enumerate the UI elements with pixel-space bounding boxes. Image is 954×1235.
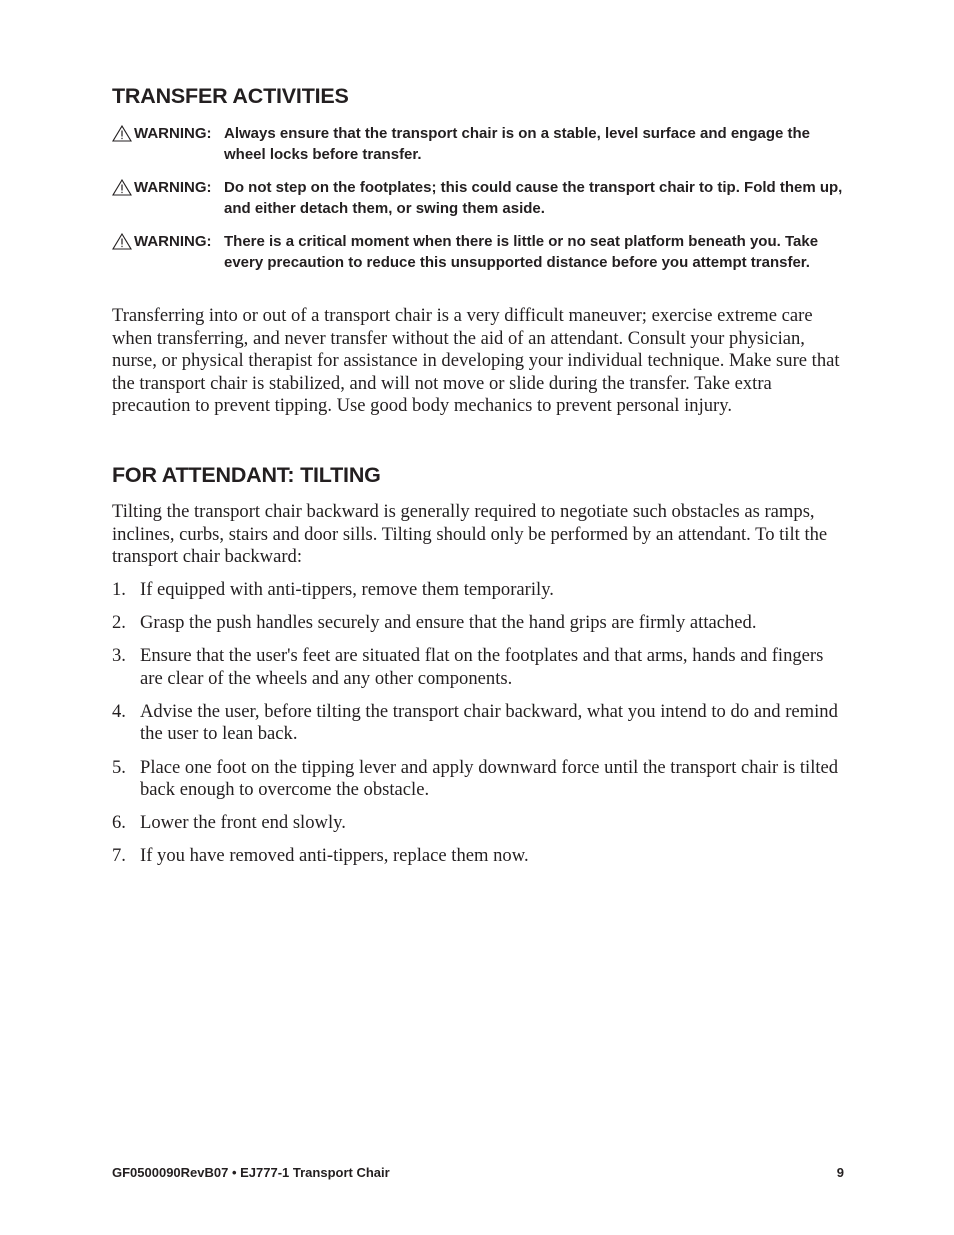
transfer-paragraph: Transferring into or out of a transport chair is a very difficult maneuver; exercise extreme care when transferring, and never transfer without the aid of an attendant. Consult your physician, nurse, or physical therapist for assistance in developing your individual technique. Make sure that the transport chair is stabilized, and will not move or slide during the transfer. Take extra precaution to prevent tipping. Use good body mechanics to prevent personal injury. <box>112 305 840 417</box>
step-number: 7. <box>112 845 126 867</box>
warning-text: Always ensure that the transport chair is on a stable, level surface and engage the wheel locks before transfer. <box>224 125 811 163</box>
warning-text: Do not step on the footplates; this could cause the transport chair to tip. Fold them up, and either detach them, or swing them aside. <box>224 179 843 217</box>
list-item <box>112 579 844 602</box>
page-footer <box>112 1165 844 1180</box>
page-number: 9 <box>836 1165 844 1180</box>
tilting-steps-list <box>112 579 844 878</box>
step-number: 4. <box>112 700 126 722</box>
list-item <box>112 812 844 835</box>
step-text: Lower the front end slowly. <box>140 812 346 834</box>
warning-label: WARNING: <box>134 179 212 196</box>
warning-3 <box>112 232 844 273</box>
list-item <box>112 612 844 635</box>
footer-document-id: GF0500090RevB07 • EJ777-1 Transport Chair <box>112 1165 390 1180</box>
section-heading-transfer-activities: TRANSFER ACTIVITIES <box>112 84 349 108</box>
warning-1 <box>112 124 844 165</box>
step-number: 2. <box>112 612 126 634</box>
list-item <box>112 845 844 868</box>
step-text: Grasp the push handles securely and ensure that the hand grips are firmly attached. <box>140 612 757 634</box>
list-item <box>112 701 844 746</box>
step-number: 3. <box>112 645 126 667</box>
list-item <box>112 757 844 802</box>
step-number: 6. <box>112 812 126 834</box>
tilting-intro-paragraph: Tilting the transport chair backward is generally required to negotiate such obstacles as ramps, inclines, curbs, stairs and door sills. Tilting should only be performed by an attendant. To tilt the transport chair backward: <box>112 501 828 568</box>
warning-triangle-icon <box>112 125 132 142</box>
warning-triangle-icon <box>112 233 132 250</box>
step-number: 5. <box>112 756 126 778</box>
warning-2 <box>112 178 844 219</box>
step-text: Advise the user, before tilting the transport chair backward, what you intend to do and remind the user to lean back. <box>140 700 838 745</box>
warning-text: There is a critical moment when there is little or no seat platform beneath you. Take every precaution to reduce this unsupported distance before you attempt transfer. <box>224 233 819 271</box>
step-text: If equipped with anti-tippers, remove them temporarily. <box>140 579 554 600</box>
step-text: If you have removed anti-tippers, replace them now. <box>140 845 529 867</box>
step-text: Place one foot on the tipping lever and apply downward force until the transport chair is tilted back enough to overcome the obstacle. <box>140 756 839 801</box>
warning-triangle-icon <box>112 179 132 196</box>
warning-label: WARNING: <box>134 125 212 142</box>
section-heading-attendant-tilting: FOR ATTENDANT: TILTING <box>112 463 381 487</box>
warning-label: WARNING: <box>134 233 212 250</box>
step-text: Ensure that the user's feet are situated flat on the footplates and that arms, hands and fingers are clear of the wheels and any other components. <box>140 645 824 689</box>
step-number: 1. <box>112 579 126 600</box>
list-item <box>112 645 844 690</box>
